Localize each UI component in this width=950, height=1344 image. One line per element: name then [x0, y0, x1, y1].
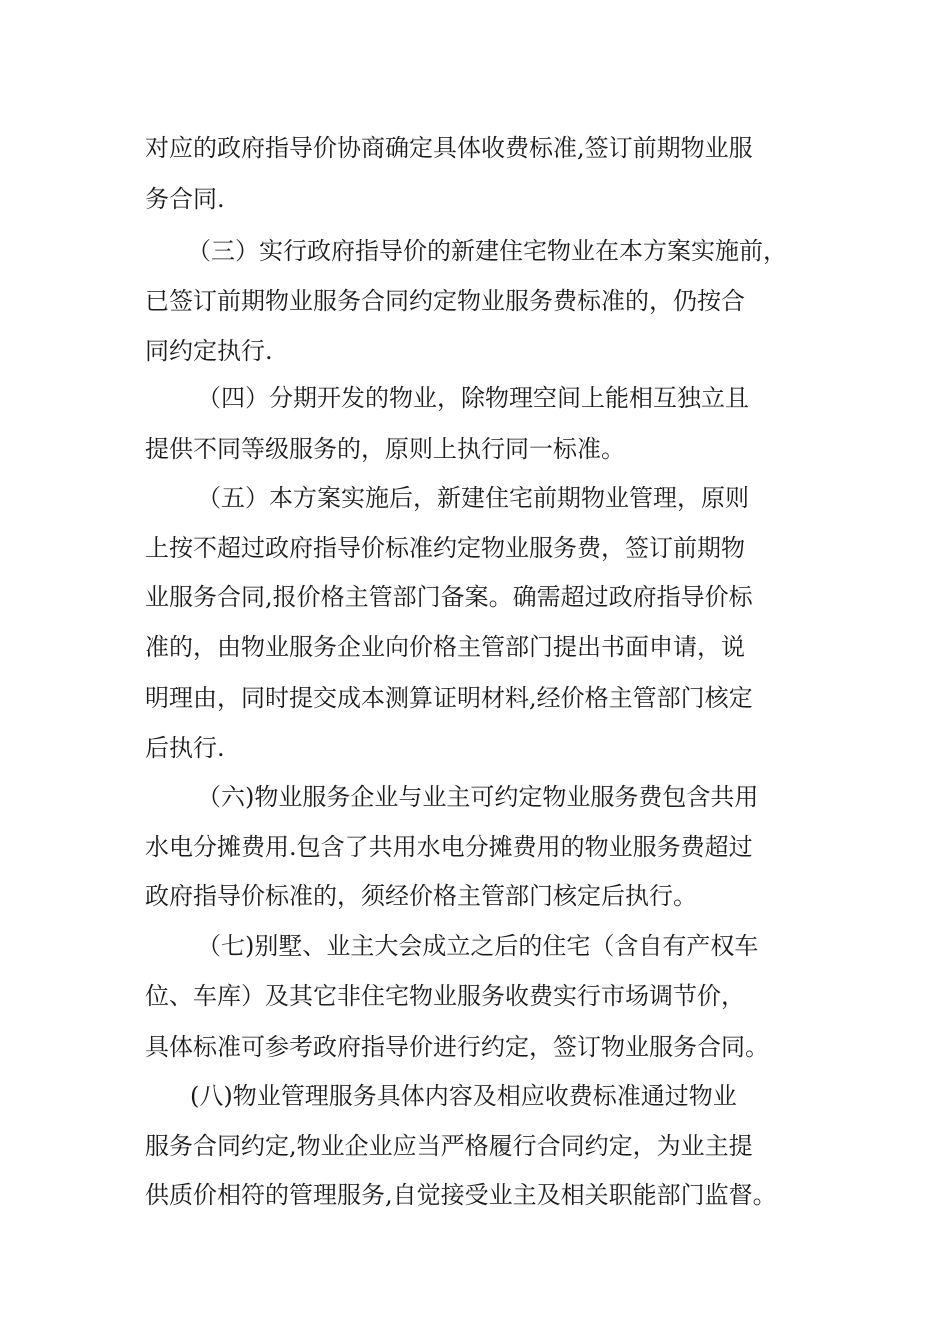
text-line: 供质价相符的管理服务,自觉接受业主及相关职能部门监督。 [145, 1181, 777, 1209]
text-line: 后执行. [145, 734, 225, 762]
text-line: 政府指导价标准的，须经价格主管部门核定后执行。 [145, 882, 697, 910]
text-line: 具体标准可参考政府指导价进行约定，签订物业服务合同。 [145, 1033, 769, 1061]
text-line: 务合同. [145, 185, 225, 213]
text-line: 已签订前期物业服务合同约定物业服务费标准的，仍按合 [145, 287, 745, 315]
text-line: 水电分摊费用.包含了共用水电分摊费用的物业服务费超过 [145, 833, 753, 861]
text-line: 位、车库）及其它非住宅物业服务收费实行市场调节价， [145, 982, 745, 1010]
text-line: 提供不同等级服务的，原则上执行同一标准。 [145, 435, 625, 463]
text-line: 同约定执行. [145, 337, 273, 365]
text-line: 明理由，同时提交成本测算证明材料,经价格主管部门核定 [145, 684, 753, 712]
text-line: （三）实行政府指导价的新建住宅物业在本方案实施前， [187, 237, 787, 265]
text-line: （五）本方案实施后，新建住宅前期物业管理，原则 [197, 484, 749, 512]
text-line: (八)物业管理服务具体内容及相应收费标准通过物业 [190, 1082, 737, 1110]
text-line: 业服务合同,报价格主管部门备案。确需超过政府指导价标 [145, 583, 753, 611]
text-line: 对应的政府指导价协商确定具体收费标准,签订前期物业服 [145, 134, 753, 162]
text-line: （六)物业服务企业与业主可约定物业服务费包含共用 [197, 783, 759, 811]
text-line: （七)别墅、业主大会成立之后的住宅（含自有产权车 [197, 932, 759, 960]
text-line: 准的，由物业服务企业向价格主管部门提出书面申请，说 [145, 633, 745, 661]
text-line: （四）分期开发的物业，除物理空间上能相互独立且 [197, 384, 749, 412]
text-line: 服务合同约定,物业企业应当严格履行合同约定，为业主提 [145, 1132, 753, 1160]
text-line: 上按不超过政府指导价标准约定物业服务费，签订前期物 [145, 534, 745, 562]
